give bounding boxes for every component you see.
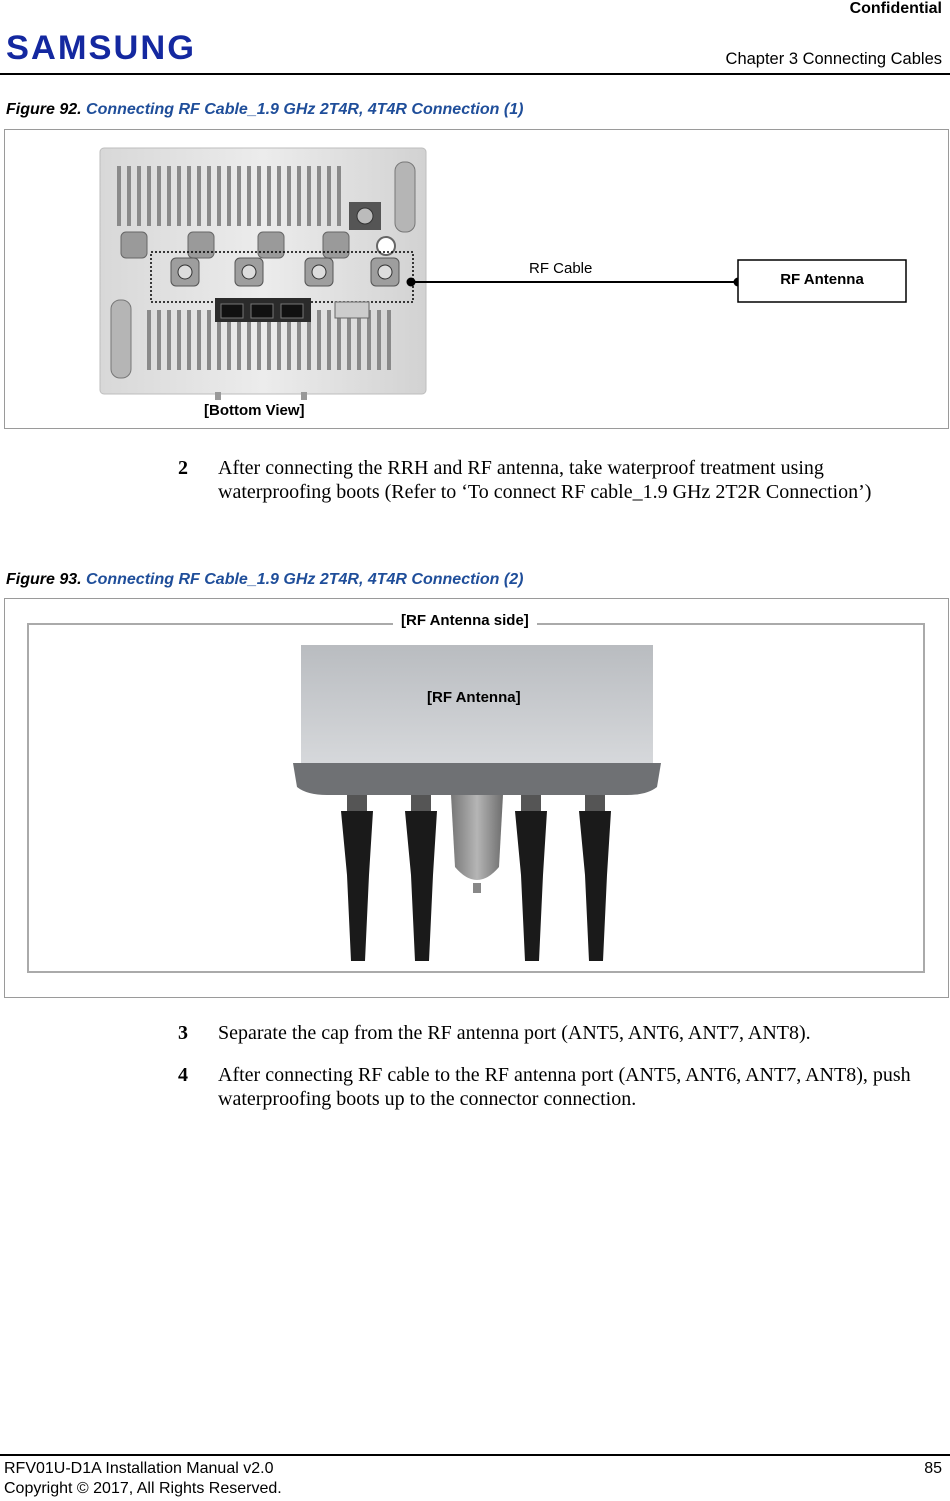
rf-antenna-side-label: [RF Antenna side] — [393, 612, 537, 629]
svg-text:SAMSUNG: SAMSUNG — [6, 32, 196, 62]
confidential-label: Confidential — [849, 0, 942, 17]
copyright: Copyright © 2017, All Rights Reserved. — [4, 1480, 282, 1497]
figure-92-box — [4, 129, 949, 429]
figure-93-title: Connecting RF Cable_1.9 GHz 2T4R, 4T4R Connection (2) — [86, 571, 524, 588]
figure-93-box — [4, 598, 949, 998]
step-3-number: 3 — [178, 1022, 188, 1044]
step-3-text: Separate the cap from the RF antenna port (ANT5, ANT6, ANT7, ANT8). — [218, 1022, 811, 1044]
figure-92-caption — [6, 101, 523, 119]
figure-93-number: Figure 93. — [6, 571, 82, 588]
rf-antenna-image-label: [RF Antenna] — [427, 689, 521, 706]
step-2-text: After connecting the RRH and RF antenna, take waterproof treatment using waterproofing boots (Refer to ‘To connect RF cable_1.9 GHz 2T2R Connection’) — [218, 457, 872, 503]
step-4-text: After connecting RF cable to the RF antenna port (ANT5, ANT6, ANT7, ANT8), push waterproofing boots up to the connector connection. — [218, 1064, 911, 1110]
figure-92-number: Figure 92. — [6, 101, 82, 118]
manual-title: RFV01U-D1A Installation Manual v2.0 — [4, 1460, 274, 1477]
step-4-number: 4 — [178, 1064, 188, 1086]
page-number: 85 — [924, 1460, 942, 1477]
header-divider — [0, 73, 950, 75]
chapter-title: Chapter 3 Connecting Cables — [725, 50, 942, 68]
rf-cable-label: RF Cable — [529, 260, 593, 277]
samsung-logo — [6, 32, 198, 67]
bottom-view-label: [Bottom View] — [204, 402, 305, 419]
step-2-number: 2 — [178, 457, 188, 479]
footer-divider — [0, 1454, 950, 1456]
figure-92-title: Connecting RF Cable_1.9 GHz 2T4R, 4T4R Connection (1) — [86, 101, 524, 118]
figure-93-caption — [6, 571, 523, 589]
rf-antenna-label: RF Antenna — [780, 271, 864, 288]
